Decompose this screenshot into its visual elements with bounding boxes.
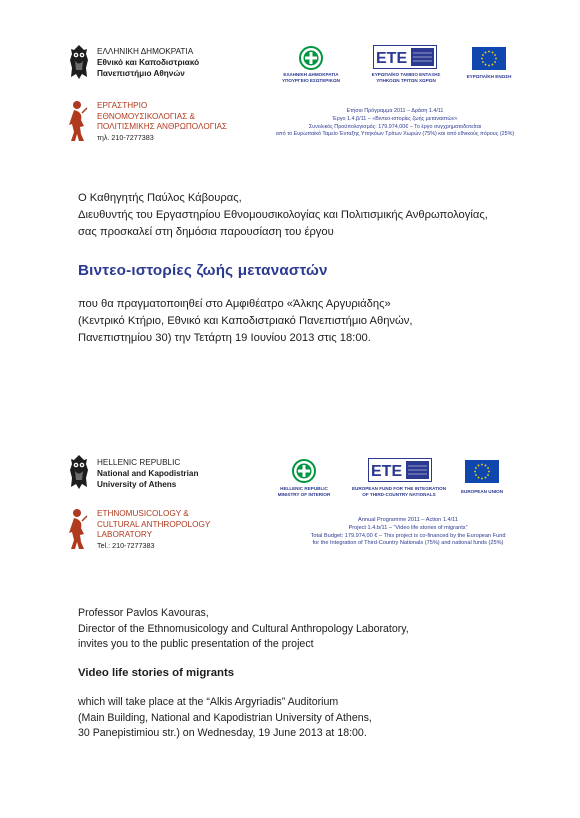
eu-caption-line: EUROPEAN UNION: [460, 489, 504, 494]
funding-line: Ετήσιο Πρόγραμμα 2011 – Δράση 1.4/11: [346, 108, 444, 114]
eu-star-icon: [482, 54, 484, 56]
ministry-caption-line: ΥΠΟΥΡΓΕΙΟ ΕΣΩΤΕΡΙΚΩΝ: [282, 77, 340, 83]
eu-star-icon: [485, 64, 487, 66]
invitation-intro-gr: [78, 190, 488, 241]
eu-star-icon: [475, 474, 477, 476]
funding-line: Έργο 1.4.β/11 – «Βιντεο-ιστορίες ζωής μεταναστών»: [332, 115, 458, 122]
eu-flag-logo: [465, 460, 499, 483]
laboratory-phone: Tel.: 210-7277383: [97, 540, 155, 550]
laboratory-name-gr: [97, 101, 227, 143]
ministry-emblem-logo: [298, 46, 324, 70]
laboratory-name-en: [97, 509, 210, 551]
laboratory-name-line: ΕΡΓΑΣΤΗΡΙΟ: [97, 101, 148, 110]
eu-caption-line: ΕΥΡΩΠΑΪΚΗ ΕΝΩΣΗ: [466, 74, 512, 79]
funding-line: Συνολικός Προϋπολογισμός: 179.974,00€ – Το έργο συγχρηματοδοτείται: [308, 123, 482, 130]
laboratory-name-line: CULTURAL ANTHROPOLOGY: [97, 519, 211, 529]
eu-caption-en: [448, 489, 516, 495]
project-title-gr: Βιντεο-ιστορίες ζωής μεταναστών: [78, 262, 328, 279]
laboratory-name-line: ΕΘΝΟΜΟΥΣΙΚΟΛΟΓΙΑΣ &: [97, 111, 195, 121]
university-name-line: University of Athens: [97, 480, 177, 489]
university-name-line: Πανεπιστήμιο Αθηνών: [97, 69, 185, 78]
svg-text:ΕΤΕ: ΕΤΕ: [376, 50, 408, 67]
laboratory-figure-logo: [68, 508, 88, 550]
svg-text:ΕΤΕ: ΕΤΕ: [371, 463, 403, 480]
eu-star-icon: [488, 65, 490, 67]
ministry-emblem-logo: [291, 459, 317, 483]
ministry-caption-gr: [272, 72, 350, 83]
eu-star-icon: [481, 478, 483, 480]
laboratory-name-line: ΠΟΛΙΤΙΣΜΙΚΗΣ ΑΝΘΡΩΠΟΛΟΓΙΑΣ: [97, 122, 227, 131]
details-line: που θα πραγματοποιηθεί στο Αμφιθέατρο «Άλκης Αργυριάδης»: [78, 298, 391, 310]
details-line: which will take place at the “Alkis Argyriadis” Auditorium: [78, 696, 339, 708]
eu-star-icon: [482, 61, 484, 63]
event-details-en: [78, 695, 372, 742]
eu-star-icon: [478, 465, 480, 467]
funding-line: Annual Programme 2011 – Action 1.4/11: [358, 517, 458, 523]
fund-caption-line: ΥΠΗΚΟΩΝ ΤΡΙΤΩΝ ΧΩΡΩΝ: [376, 77, 436, 83]
university-name-en: [97, 457, 198, 490]
ministry-caption-en: [266, 486, 342, 497]
funding-note-gr: [240, 108, 550, 139]
eu-star-icon: [492, 64, 494, 66]
laboratory-figure-logo: [68, 100, 88, 142]
intro-line: Director of the Ethnomusicology and Cultural Anthropology Laboratory,: [78, 622, 409, 635]
eu-star-icon: [481, 58, 483, 60]
eu-star-icon: [488, 51, 490, 53]
fund-caption-gr: [360, 72, 452, 83]
funding-line: Project 1.4.b/11 – “Video life stories of migrants”: [348, 524, 468, 531]
fund-caption-line: ΕΥΡΩΠΑΪΚΟ ΤΑΜΕΙΟ ΕΝΤΑΞΗΣ: [371, 72, 441, 77]
eu-star-icon: [494, 54, 496, 56]
eu-star-icon: [492, 52, 494, 54]
intro-line: Διευθυντής του Εργαστηρίου Εθνομουσικολογίας και Πολιτισμικής Ανθρωπολογίας,: [78, 209, 488, 221]
eu-star-icon: [487, 474, 489, 476]
details-line: Πανεπιστημίου 30) την Τετάρτη 19 Ιουνίου 2013 στις 18:00.: [78, 332, 371, 344]
eu-star-icon: [481, 464, 483, 466]
integration-fund-logo: [368, 458, 432, 482]
eu-star-icon: [488, 471, 490, 473]
funding-note-en: [278, 517, 538, 548]
fund-caption-en: [343, 486, 455, 497]
fund-caption-line: OF THIRD-COUNTRY NATIONALS: [362, 491, 436, 497]
integration-fund-logo: [373, 45, 437, 69]
ministry-caption-line: HELLENIC REPUBLIC: [280, 486, 328, 491]
funding-line: for the Integration of Third-Country Nationals (75%) and national funds (25%): [312, 540, 504, 547]
university-country: HELLENIC REPUBLIC: [97, 458, 181, 467]
laboratory-phone: τηλ. 210-7277383: [97, 132, 154, 142]
university-name-gr: [97, 46, 199, 79]
eu-star-icon: [495, 58, 497, 60]
ministry-caption-line: ΕΛΛΗΝΙΚΗ ΔΗΜΟΚΡΑΤΙΑ: [283, 72, 339, 77]
event-details-gr: [78, 296, 412, 347]
details-line: (Main Building, National and Kapodistrian University of Athens,: [78, 711, 372, 724]
university-name-line: Εθνικό και Καποδιστριακό: [97, 58, 200, 67]
eu-caption-gr: [455, 74, 523, 80]
laboratory-name-line: ETHNOMUSICOLOGY &: [97, 509, 189, 518]
eu-star-icon: [485, 477, 487, 479]
intro-line: σας προσκαλεί στη δημόσια παρουσίαση του έργου: [78, 226, 334, 238]
eu-star-icon: [475, 467, 477, 469]
details-line: 30 Panepistimiou str.) on Wednesday, 19 June 2013 at 18:00.: [78, 727, 367, 740]
eu-star-icon: [478, 477, 480, 479]
details-line: (Κεντρικό Κτήριο, Εθνικό και Καποδιστριακό Πανεπιστήμιο Αθηνών,: [78, 315, 413, 327]
university-country: ΕΛΛΗΝΙΚΗ ΔΗΜΟΚΡΑΤΙΑ: [97, 47, 194, 56]
intro-line: invites you to the public presentation of the project: [78, 638, 314, 651]
project-title-en: Video life stories of migrants: [78, 667, 235, 679]
university-owl-logo: [68, 454, 90, 490]
eu-star-icon: [487, 467, 489, 469]
eu-star-icon: [494, 61, 496, 63]
eu-star-icon: [474, 471, 476, 473]
eu-star-icon: [485, 465, 487, 467]
invitation-intro-en: [78, 606, 409, 653]
university-owl-logo: [68, 44, 90, 80]
eu-flag-logo: [472, 47, 506, 70]
intro-line: Professor Pavlos Kavouras,: [78, 607, 209, 619]
university-name-line: National and Kapodistrian: [97, 469, 199, 478]
eu-star-icon: [485, 52, 487, 54]
laboratory-name-line: LABORATORY: [97, 530, 153, 539]
intro-line: Ο Καθηγητής Παύλος Κάβουρας,: [78, 192, 242, 204]
ministry-caption-line: MINISTRY OF INTERIOR: [277, 491, 331, 497]
fund-caption-line: EUROPEAN FUND FOR THE INTEGRATION: [351, 486, 447, 491]
funding-line: Total Budget: 179.974,00 € – This project is co-financed by the European Fund: [310, 532, 506, 539]
funding-line: από το Ευρωπαϊκό Ταμείο Ένταξης Υπηκόων Τρίτων Χωρών (75%) και από εθνικούς πόρους (25%): [275, 131, 515, 138]
